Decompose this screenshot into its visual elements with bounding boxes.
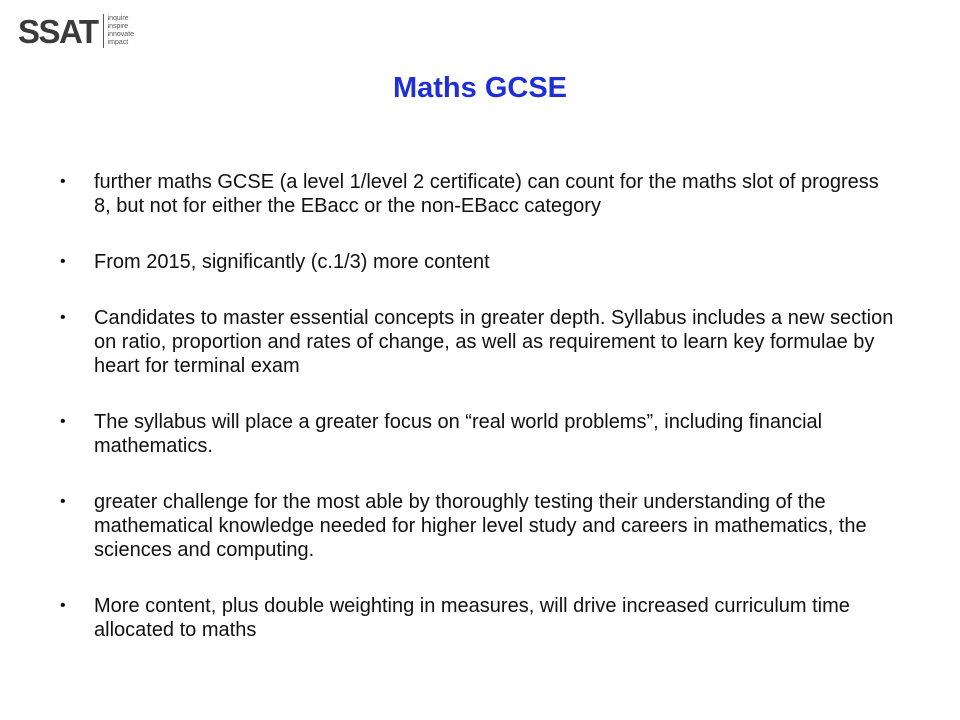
bullet-icon: •: [60, 173, 66, 190]
bullet-icon: •: [60, 253, 66, 270]
bullet-text: further maths GCSE (a level 1/level 2 certificate) can count for the maths slot of progress 8, but not for either the EBacc or the non-EBacc category: [94, 171, 879, 217]
logo-tagline-line: inspire: [107, 23, 129, 30]
logo-tagline: [108, 15, 134, 47]
bullet-item: [60, 410, 900, 458]
bullet-item: [60, 170, 900, 218]
bullet-item: [60, 594, 900, 642]
bullet-text: greater challenge for the most able by thoroughly testing their understanding of the mathematical knowledge needed for higher level study and careers in mathematics, the sciences and computing.: [94, 491, 867, 561]
bullet-list: [60, 170, 900, 674]
bullet-item: [60, 250, 900, 274]
bullet-icon: •: [60, 493, 66, 510]
logo-tagline-line: impact: [107, 39, 129, 46]
logo-divider: [103, 14, 104, 48]
bullet-text: From 2015, significantly (c.1/3) more content: [94, 251, 490, 273]
bullet-item: [60, 306, 900, 378]
bullet-icon: •: [60, 597, 66, 614]
bullet-icon: •: [60, 309, 66, 326]
bullet-icon: •: [60, 413, 66, 430]
slide-title: Maths GCSE: [392, 72, 568, 104]
logo-tagline-line: innovate: [107, 31, 135, 38]
bullet-text: Candidates to master essential concepts in greater depth. Syllabus includes a new section on ratio, proportion and rates of change, as well as requirement to learn key formulae by heart for terminal exam: [94, 307, 894, 377]
bullet-item: [60, 490, 900, 562]
ssat-logo: [18, 14, 134, 48]
logo-tagline-line: inquire: [107, 15, 129, 22]
bullet-text: The syllabus will place a greater focus on “real world problems”, including financial mathematics.: [94, 411, 823, 457]
logo-wordmark: SSAT: [18, 12, 98, 50]
bullet-text: More content, plus double weighting in measures, will drive increased curriculum time allocated to maths: [94, 595, 850, 641]
